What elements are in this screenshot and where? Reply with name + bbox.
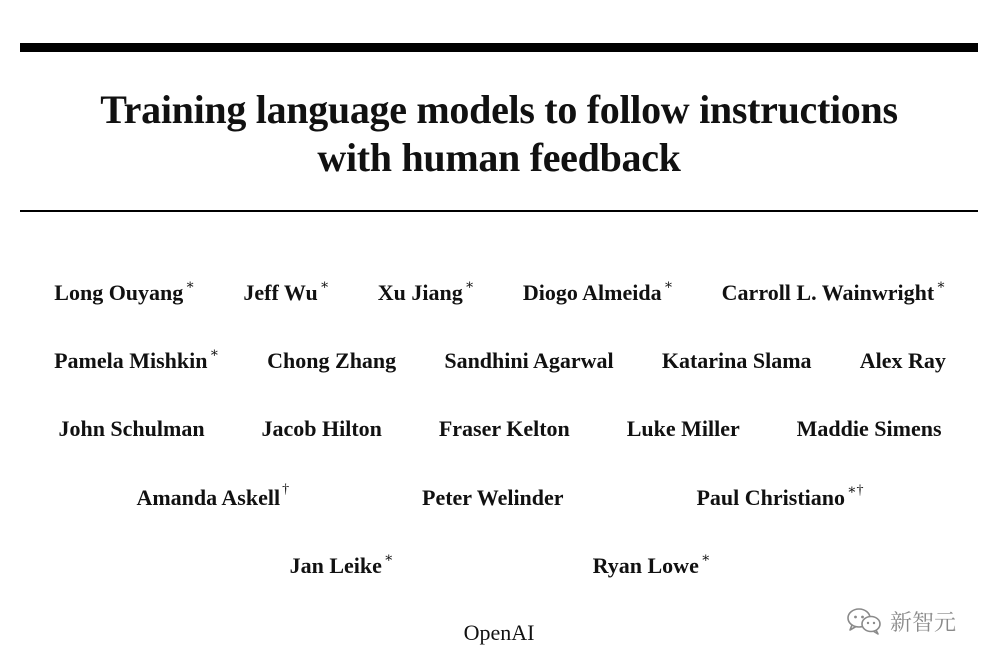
author-name — [267, 348, 396, 374]
author-name — [722, 280, 946, 306]
author-name — [262, 416, 382, 442]
author-footnote-mark: ∗† — [847, 483, 864, 498]
author-label: Chong Zhang — [267, 348, 397, 373]
author-name — [523, 280, 673, 306]
author-label: Jan Leike — [289, 553, 382, 578]
wechat-icon — [846, 607, 882, 635]
top-rule — [20, 43, 978, 52]
author-label: Ryan Lowe — [592, 553, 699, 578]
author-name — [627, 416, 740, 442]
bottom-rule — [20, 210, 978, 212]
author-name — [290, 553, 394, 579]
author-name — [136, 482, 290, 511]
author-footnote-mark: ∗ — [185, 278, 195, 293]
author-footnote-mark: ∗ — [663, 278, 674, 293]
author-name — [243, 280, 329, 306]
author-footnote-mark: ∗ — [464, 278, 475, 293]
author-footnote-mark: ∗ — [700, 551, 711, 566]
watermark-text: 新智元 — [890, 610, 957, 636]
author-label: Pamela Mishkin — [54, 348, 208, 373]
author-name — [444, 348, 613, 374]
author-name — [696, 485, 863, 511]
author-name — [797, 416, 942, 442]
author-label: Carroll L. Wainwright — [721, 280, 935, 305]
author-label: Alex Ray — [859, 348, 946, 373]
author-label: Maddie Simens — [796, 416, 942, 441]
title-line-1: Training language models to follow instructions — [100, 87, 898, 132]
author-footnote-mark: ∗ — [383, 551, 394, 566]
watermark — [846, 604, 976, 638]
author-label: Jeff Wu — [243, 280, 318, 305]
author-label: Diogo Almeida — [522, 280, 662, 305]
author-label: Paul Christiano — [696, 485, 845, 510]
author-label: Peter Welinder — [422, 485, 564, 510]
author-row — [190, 549, 810, 583]
author-label: Sandhini Agarwal — [444, 348, 614, 373]
author-name — [439, 416, 570, 442]
author-footnote-mark: † — [282, 482, 290, 497]
author-name — [54, 280, 195, 306]
author-label: Amanda Askell — [136, 485, 281, 510]
author-label: Xu Jiang — [377, 280, 463, 305]
author-label: Fraser Kelton — [438, 416, 570, 441]
title-line-2: with human feedback — [317, 135, 681, 180]
paper-title — [20, 86, 978, 182]
author-row — [70, 481, 930, 515]
author-label: Katarina Slama — [661, 348, 812, 373]
author-label: John Schulman — [58, 416, 205, 441]
author-label: Long Ouyang — [54, 280, 184, 305]
author-row — [30, 412, 970, 446]
author-name — [860, 348, 946, 374]
author-name — [54, 348, 219, 374]
author-footnote-mark: ∗ — [319, 278, 330, 293]
author-name — [58, 416, 204, 442]
author-name — [662, 348, 812, 374]
author-label: Jacob Hilton — [261, 416, 382, 441]
author-footnote-mark: ∗ — [936, 278, 946, 293]
author-row — [30, 344, 970, 378]
author-name — [422, 485, 564, 511]
author-label: Luke Miller — [626, 416, 740, 441]
author-row — [30, 276, 970, 310]
author-footnote-mark: ∗ — [209, 346, 219, 361]
affiliation: OpenAI — [463, 620, 535, 645]
author-name — [378, 280, 475, 306]
author-name — [593, 553, 711, 579]
